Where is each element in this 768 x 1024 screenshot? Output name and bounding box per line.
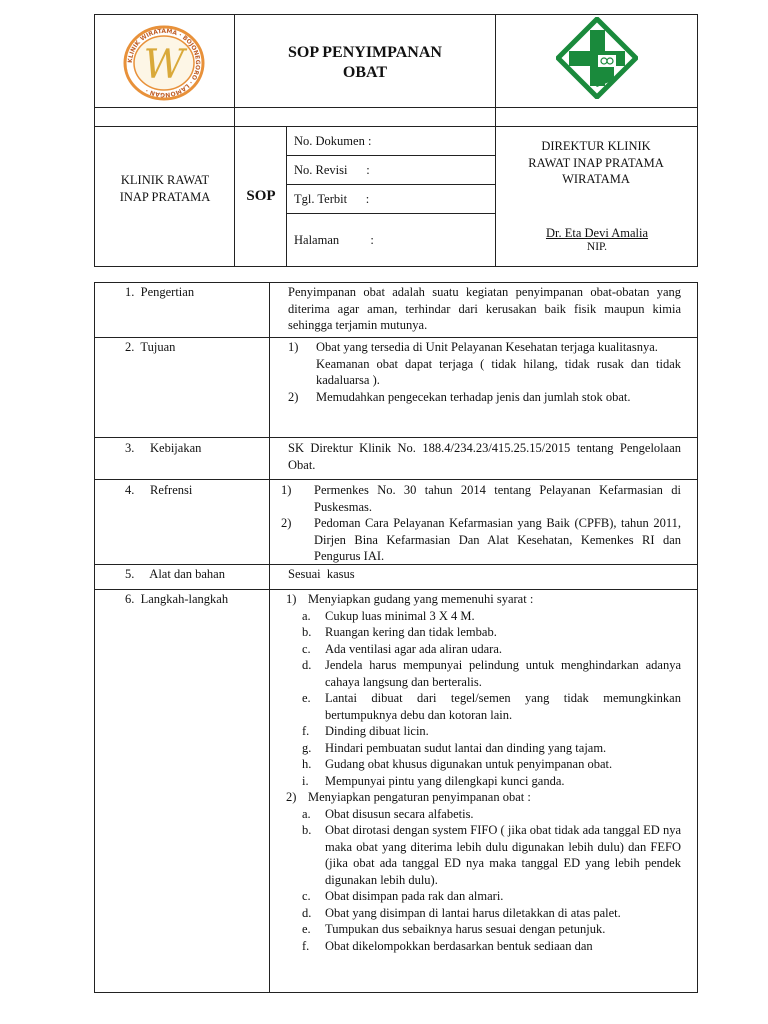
list-item: f. Dinding dibuat licin. [302, 724, 429, 738]
list-item: b. Ruangan kering dan tidak lembab. [302, 625, 497, 639]
label-kebijakan: 3. Kebijakan [125, 441, 202, 455]
clinic-logo [122, 24, 206, 102]
title-line-2: OBAT [342, 64, 388, 81]
list-item: c. Ada ventilasi agar ada aliran udara. [302, 641, 502, 656]
field-no-revisi: No. Revisi : [294, 163, 370, 177]
list-item: 2) Pedoman Cara Pelayanan Kefarmasian yang Baik (CPFB), tahun 2011, Dirjen Bina Kefarmasian Dan Alat Kesehatan, Kemenkes RI dan Pengurus IAI. [281, 516, 681, 563]
list-item: c. Obat disimpan pada rak dan almari. [302, 889, 504, 903]
director-nip: NIP. [586, 241, 608, 253]
column-divider [269, 282, 270, 993]
list-item: a. Cukup luas minimal 3 X 4 M. [302, 608, 475, 623]
row-divider [94, 337, 698, 338]
logo-ring-text: KLINIK WIRATAMA · BOJONEGORO · LAMONGAN · [126, 27, 202, 99]
field-halaman: Halaman : [294, 233, 374, 247]
list-item: 1) Permenkes No. 30 tahun 2014 tentang Pelayanan Kefarmasian di Puskesmas. [281, 483, 681, 514]
header-divider [94, 126, 698, 127]
list-item: a. Obat disusun secara alfabetis. [302, 806, 474, 821]
label-refrensi: 4. Refrensi [125, 483, 193, 497]
document-title [236, 43, 494, 83]
step-group-title: 1) Menyiapkan gudang yang memenuhi syarat : [286, 592, 534, 606]
list-langkah [288, 591, 681, 954]
list-item: f. Obat dikelompokkan berdasarkan bentuk sediaan dan [302, 938, 593, 953]
label-tujuan: 2. Tujuan [125, 340, 176, 354]
list-item: i. Mempunyai pintu yang dilengkapi kunci ganda. [302, 773, 565, 788]
list-item: b. Obat dirotasi dengan system FIFO ( jika obat tidak ada tanggal ED nya maka obat yang diterima lebih dulu digunakan lebih dulu) dan FEFO (jika obat ada tanggal ED nya maka tanggal ED yang lebih pendek digunakan lebih dulu). [302, 823, 681, 887]
list-item: d. Jendela harus mempunyai pelindung untuk menghindarkan adanya cahaya langsung dan berteralis. [302, 658, 681, 689]
logo-letter: W [143, 42, 185, 88]
list-item: e. Lantai dibuat dari tegel/semen yang tidak memungkinkan bertumpuknya debu dan kotoran lain. [302, 691, 681, 722]
field-no-dokumen: No. Dokumen : [294, 134, 372, 148]
list-item: e. Tumpukan dus sebaiknya harus sesuai dengan petunjuk. [302, 922, 606, 936]
sop-label: SOP [246, 188, 276, 204]
list-tujuan [288, 339, 681, 405]
header-divider [234, 14, 235, 267]
list-item: h. Gudang obat khusus digunakan untuk penyimpanan obat. [302, 757, 613, 771]
step-group-title: 2) Menyiapkan pengaturan penyimpanan obat : [286, 790, 531, 804]
text-alat-bahan: Sesuai kasus [288, 567, 355, 581]
label-pengertian: 1. Pengertian [125, 285, 195, 299]
row-divider [94, 589, 698, 590]
label-langkah: 6. Langkah-langkah [125, 592, 229, 606]
title-line-1: SOP PENYIMPANAN [288, 44, 442, 61]
header-divider [286, 155, 495, 156]
row-divider [94, 437, 698, 438]
list-item: 1) Obat yang tersedia di Unit Pelayanan Kesehatan terjaga kualitasnya. [288, 340, 658, 354]
text-kebijakan: SK Direktur Klinik No. 188.4/234.23/415.25.15/2015 tentang Pengelolaan Obat. [288, 441, 681, 472]
field-tgl-terbit: Tgl. Terbit : [294, 192, 370, 206]
header-divider [286, 213, 495, 214]
list-item: Keamanan obat dapat terjaga ( tidak hilang, tidak rusak dan tidak kadaluarsa ). [316, 356, 681, 387]
list-item: g. Hindari pembuatan sudut lantai dan dinding yang tajam. [302, 740, 607, 755]
health-cross-icon [556, 17, 638, 99]
header-divider [286, 184, 495, 185]
director-title: DIREKTUR KLINIK RAWAT INAP PRATAMA WIRATAMA [528, 139, 664, 186]
text-pengertian: Penyimpanan obat adalah suatu kegiatan penyimpanan obat-obatan yang diterima agar aman, terhindar dari kerusakan baik fisik maupun kimia sehingga terjamin mutunya. [288, 285, 681, 332]
director-name: Dr. Eta Devi Amalia [545, 226, 649, 240]
header-divider [94, 107, 698, 108]
list-item: 2) Memudahkan pengecekan terhadap jenis dan jumlah stok obat. [288, 389, 631, 404]
org-name: KLINIK RAWAT INAP PRATAMA [119, 173, 211, 204]
list-refrensi [281, 482, 681, 565]
header-divider [286, 126, 287, 267]
row-divider [94, 479, 698, 480]
label-alat-bahan: 5. Alat dan bahan [125, 567, 225, 581]
list-item: d. Obat yang disimpan di lantai harus diletakkan di atas palet. [302, 905, 621, 920]
